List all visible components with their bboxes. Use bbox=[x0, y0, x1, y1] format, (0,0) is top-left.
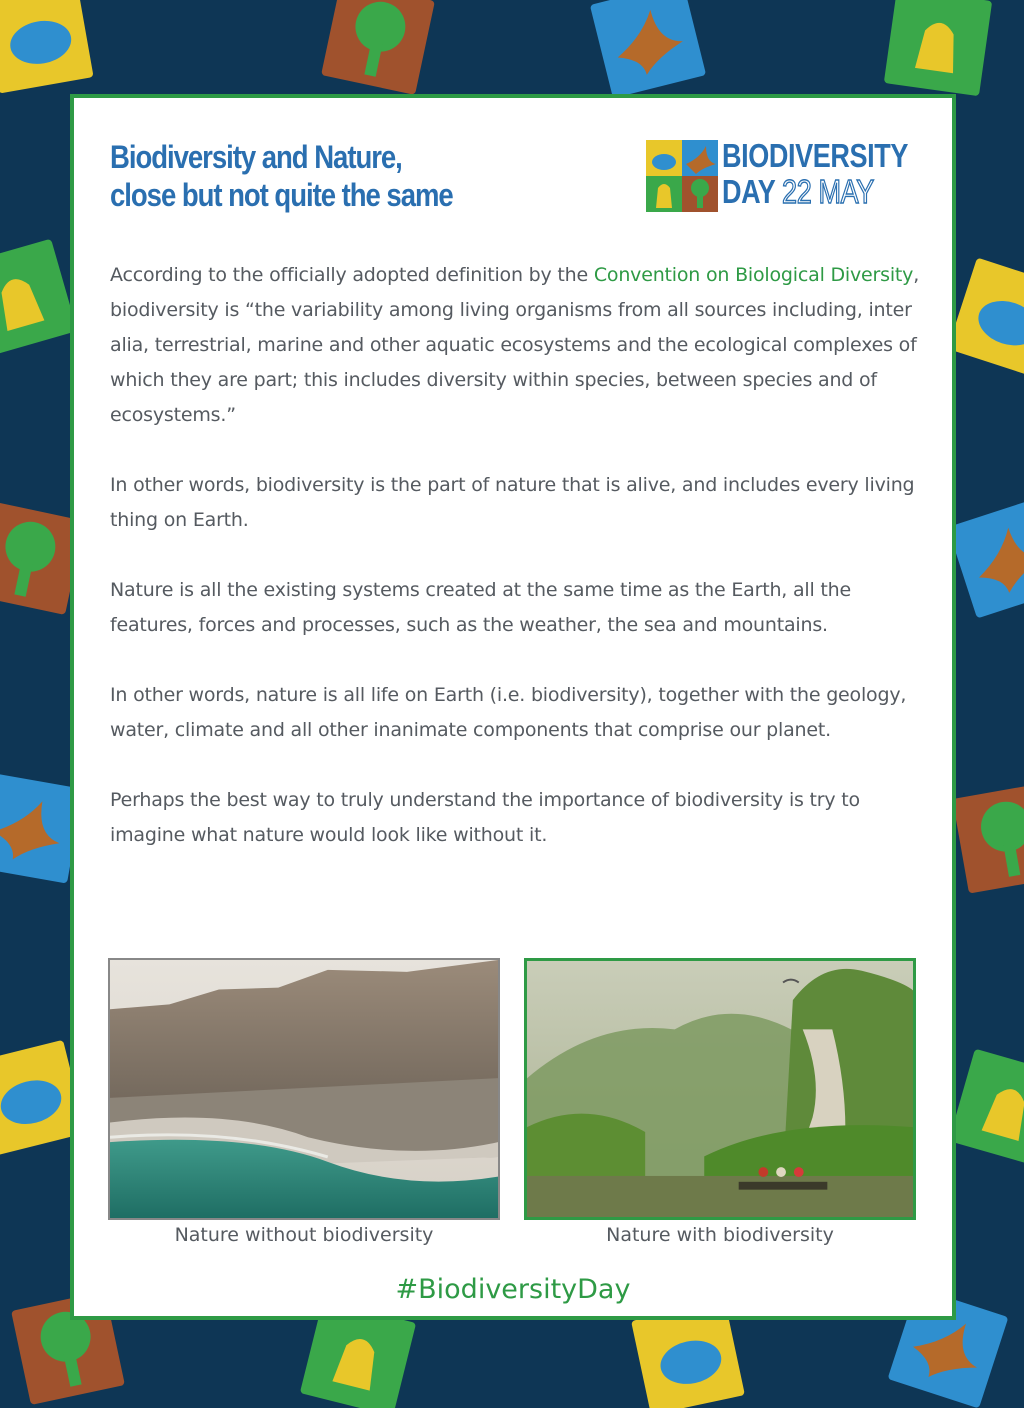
bear-icon bbox=[0, 0, 94, 94]
paragraph-1-intro: According to the officially adopted definition by the bbox=[110, 264, 594, 286]
barren-landscape-photo bbox=[108, 958, 500, 1220]
lush-river-landscape-photo bbox=[524, 958, 916, 1220]
deer-icon bbox=[0, 239, 77, 358]
paragraph-4: In other words, nature is all life on Earth (i.e. biodiversity), together with the geology, water, climate and all other inanimate components that comprise our planet. bbox=[110, 684, 907, 741]
paragraph-5: Perhaps the best way to truly understand the importance of biodiversity is try to imagine what nature would look like without it. bbox=[110, 789, 860, 846]
biodiversity-day-logo bbox=[646, 138, 922, 214]
paragraph-2: In other words, biodiversity is the part of nature that is alive, and includes every living thing on Earth. bbox=[110, 474, 915, 531]
logo-line-1: BIODIVERSITY bbox=[722, 137, 909, 174]
caption-with-biodiversity: Nature with biodiversity bbox=[606, 1224, 834, 1246]
deer-icon bbox=[949, 1049, 1024, 1168]
logo-date: 22 MAY bbox=[782, 173, 874, 210]
logo-line-2 bbox=[722, 174, 908, 210]
deer-icon bbox=[884, 0, 992, 96]
bird-icon bbox=[590, 0, 706, 98]
bird-icon bbox=[948, 498, 1024, 619]
tree-icon bbox=[321, 0, 435, 95]
hashtag[interactable]: #BiodiversityDay bbox=[395, 1274, 631, 1305]
logo-wordmark bbox=[722, 138, 908, 210]
cbd-link[interactable]: Convention on Biological Diversity bbox=[593, 264, 914, 286]
caption-without-biodiversity: Nature without biodiversity bbox=[174, 1224, 434, 1246]
paragraph-3: Nature is all the existing systems created at the same time as the Earth, all the features, forces and processes, such as the weather, the sea and mountains. bbox=[110, 579, 851, 636]
page-title bbox=[110, 138, 514, 214]
content-card bbox=[70, 94, 956, 1320]
title-line-2: close but not quite the same bbox=[110, 177, 453, 213]
title-line-1: Biodiversity and Nature, bbox=[110, 139, 402, 175]
logo-day: DAY bbox=[722, 173, 775, 210]
article-body bbox=[110, 258, 930, 888]
logo-mark-icon bbox=[646, 140, 718, 212]
paragraph-1-rest: , biodiversity is “the variability among living organisms from all sources including, inter alia, terrestrial, marine and other aquatic ecosystems and the ecological complexes of which they are part; this includes diversity within species, between species and of ecosystems.” bbox=[110, 264, 920, 426]
tree-icon bbox=[952, 782, 1024, 893]
bear-icon bbox=[948, 258, 1024, 379]
paragraph-1 bbox=[110, 258, 930, 433]
